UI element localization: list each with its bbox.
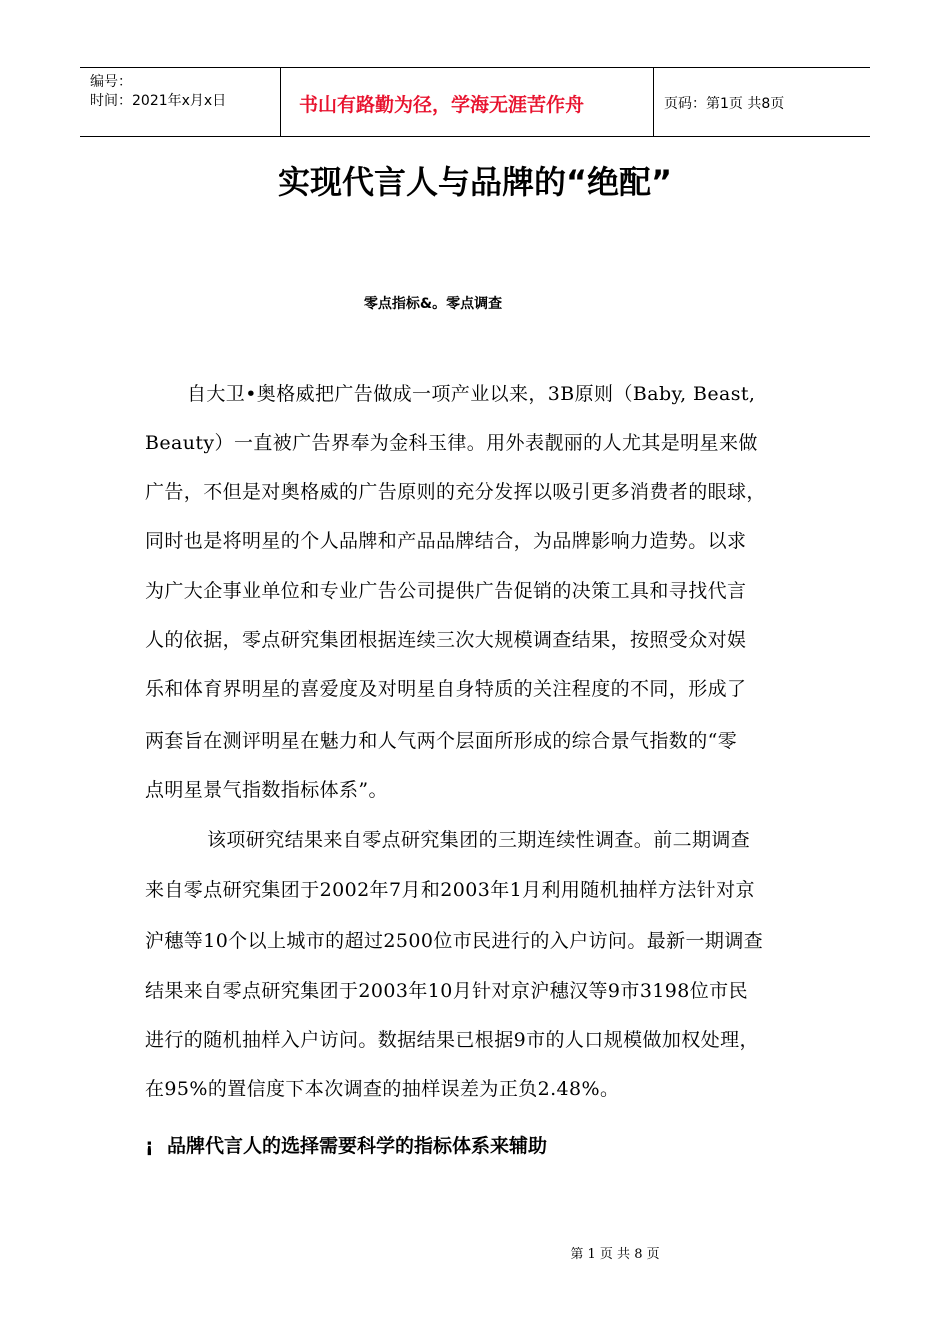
document-header bbox=[80, 67, 870, 137]
paragraph-1-line: 点明星景气指数指标体系”。 bbox=[145, 779, 388, 801]
section-bullet: ¡ bbox=[145, 1135, 154, 1157]
page-footer: 第 1 页 共 8 页 bbox=[570, 1247, 660, 1262]
paragraph-1-line: 广告，不但是对奥格威的广告原则的充分发挥以吸引更多消费者的眼球， bbox=[145, 481, 766, 503]
paragraph-1-line: 乐和体育界明星的喜爱度及对明星自身特质的关注程度的不同，形成了 bbox=[145, 678, 747, 700]
header-motto-cell bbox=[281, 68, 654, 136]
paragraph-2-line: 沪穗等10个以上城市的超过2500位市民进行的入户访问。最新一期调查 bbox=[145, 930, 764, 952]
paragraph-1-line: 同时也是将明星的个人品牌和产品品牌结合，为品牌影响力造势。以求 bbox=[145, 530, 747, 552]
header-date: 时间：2021年x月x日 bbox=[90, 93, 227, 109]
paragraph-1-line: Beauty）一直被广告界奉为金科玉律。用外表靓丽的人尤其是明星来做 bbox=[145, 432, 758, 454]
header-motto: 书山有路勤为径，学海无涯苦作舟 bbox=[299, 94, 585, 116]
document-byline: 零点指标&。零点调查 bbox=[363, 296, 503, 312]
section-heading-text: 品牌代言人的选择需要科学的指标体系来辅助 bbox=[167, 1135, 548, 1157]
paragraph-2-line: 来自零点研究集团于2002年7月和2003年1月利用随机抽样方法针对京 bbox=[145, 879, 755, 901]
paragraph-1-line: 自大卫•奥格威把广告做成一项产业以来，3B原则（Baby, Beast, bbox=[187, 383, 756, 405]
paragraph-1-line: 为广大企事业单位和专业广告公司提供广告促销的决策工具和寻找代言 bbox=[145, 580, 747, 602]
paragraph-2-line: 在95%的置信度下本次调查的抽样误差为正负2.48%。 bbox=[145, 1078, 620, 1100]
header-page-cell bbox=[654, 68, 870, 136]
paragraph-2-line: 该项研究结果来自零点研究集团的三期连续性调查。前二期调查 bbox=[207, 829, 751, 851]
paragraph-2-line: 进行的随机抽样入户访问。数据结果已根据9市的人口规模做加权处理， bbox=[145, 1029, 759, 1051]
document-title: 实现代言人与品牌的“绝配” bbox=[277, 163, 673, 201]
header-page-info: 页码：第1页 共8页 bbox=[664, 96, 785, 112]
header-meta-cell bbox=[80, 68, 281, 136]
paragraph-2-line: 结果来自零点研究集团于2003年10月针对京沪穗汉等9市3198位市民 bbox=[145, 980, 748, 1002]
header-number-label: 编号： bbox=[90, 74, 132, 90]
paragraph-1-line: 人的依据，零点研究集团根据连续三次大规模调查结果，按照受众对娱 bbox=[145, 629, 747, 651]
section-heading bbox=[145, 1132, 547, 1160]
paragraph-1-line: 两套旨在测评明星在魅力和人气两个层面所形成的综合景气指数的“零 bbox=[145, 730, 738, 752]
